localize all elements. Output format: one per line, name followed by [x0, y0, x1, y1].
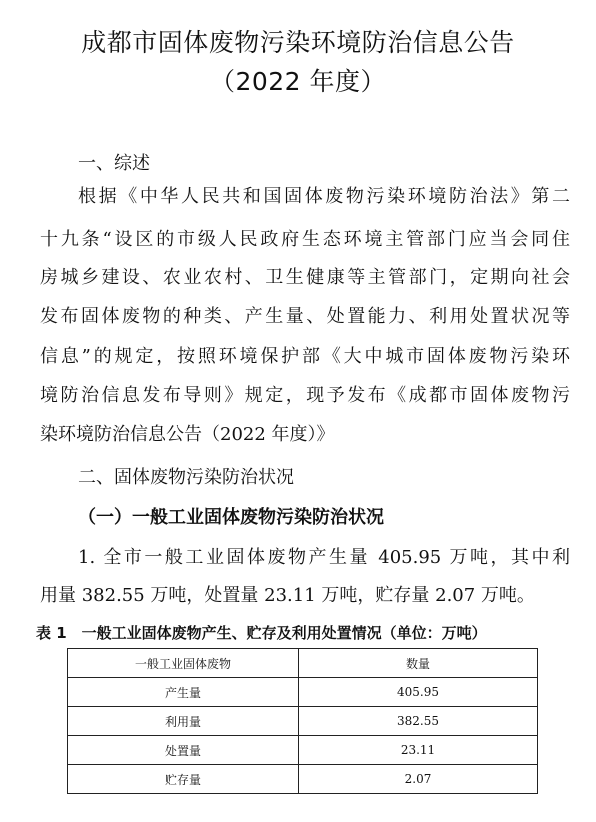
document-title-line1: 成都市固体废物污染环境防治信息公告: [81, 28, 515, 57]
paragraph-line: 信息”的规定，按照环境保护部《大中城市固体废物污染环: [40, 346, 570, 367]
table-cell-value: 405.95: [299, 678, 538, 707]
table-cell-label: 处置量: [68, 736, 299, 765]
table-caption: 表 1 一般工业固体废物产生、贮存及利用处置情况（单位：万吨）: [36, 624, 487, 642]
table-row: [68, 707, 538, 736]
table-row: [68, 736, 538, 765]
paragraph-line: 十九条“设区的市级人民政府生态环境主管部门应当会同住: [40, 229, 570, 250]
table-cell-label: 贮存量: [68, 765, 299, 794]
table-header-category: 一般工业固体废物: [68, 649, 299, 678]
table-header-quantity: 数量: [299, 649, 538, 678]
table-row: [68, 678, 538, 707]
paragraph-line: 1. 全市一般工业固体废物产生量 405.95 万吨，其中利: [78, 547, 570, 568]
table-cell-label: 产生量: [68, 678, 299, 707]
paragraph-line: 染环境防治信息公告（2022 年度）》: [40, 424, 335, 445]
paragraph-line: 根据《中华人民共和国固体废物污染环境防治法》第二: [78, 186, 570, 207]
table-cell-value: 382.55: [299, 707, 538, 736]
section-status-heading: 二、固体废物污染防治状况: [78, 467, 294, 488]
waste-data-table: [67, 648, 538, 794]
table-cell-value: 23.11: [299, 736, 538, 765]
paragraph-line: 用量 382.55 万吨，处置量 23.11 万吨，贮存量 2.07 万吨。: [40, 585, 535, 606]
paragraph-line: 境防治信息发布导则》规定，现予发布《成都市固体废物污: [40, 385, 570, 406]
table-cell-value: 2.07: [299, 765, 538, 794]
document-title-line2: （2022 年度）: [209, 67, 387, 96]
section-overview-heading: 一、综述: [78, 153, 150, 174]
paragraph-line: 发布固体废物的种类、产生量、处置能力、利用处置状况等: [40, 306, 570, 327]
section-status-subheading: （一）一般工业固体废物污染防治状况: [78, 507, 384, 528]
table-header-row: [68, 649, 538, 678]
table-row: [68, 765, 538, 794]
paragraph-line: 房城乡建设、农业农村、卫生健康等主管部门，定期向社会: [40, 267, 570, 288]
table-cell-label: 利用量: [68, 707, 299, 736]
